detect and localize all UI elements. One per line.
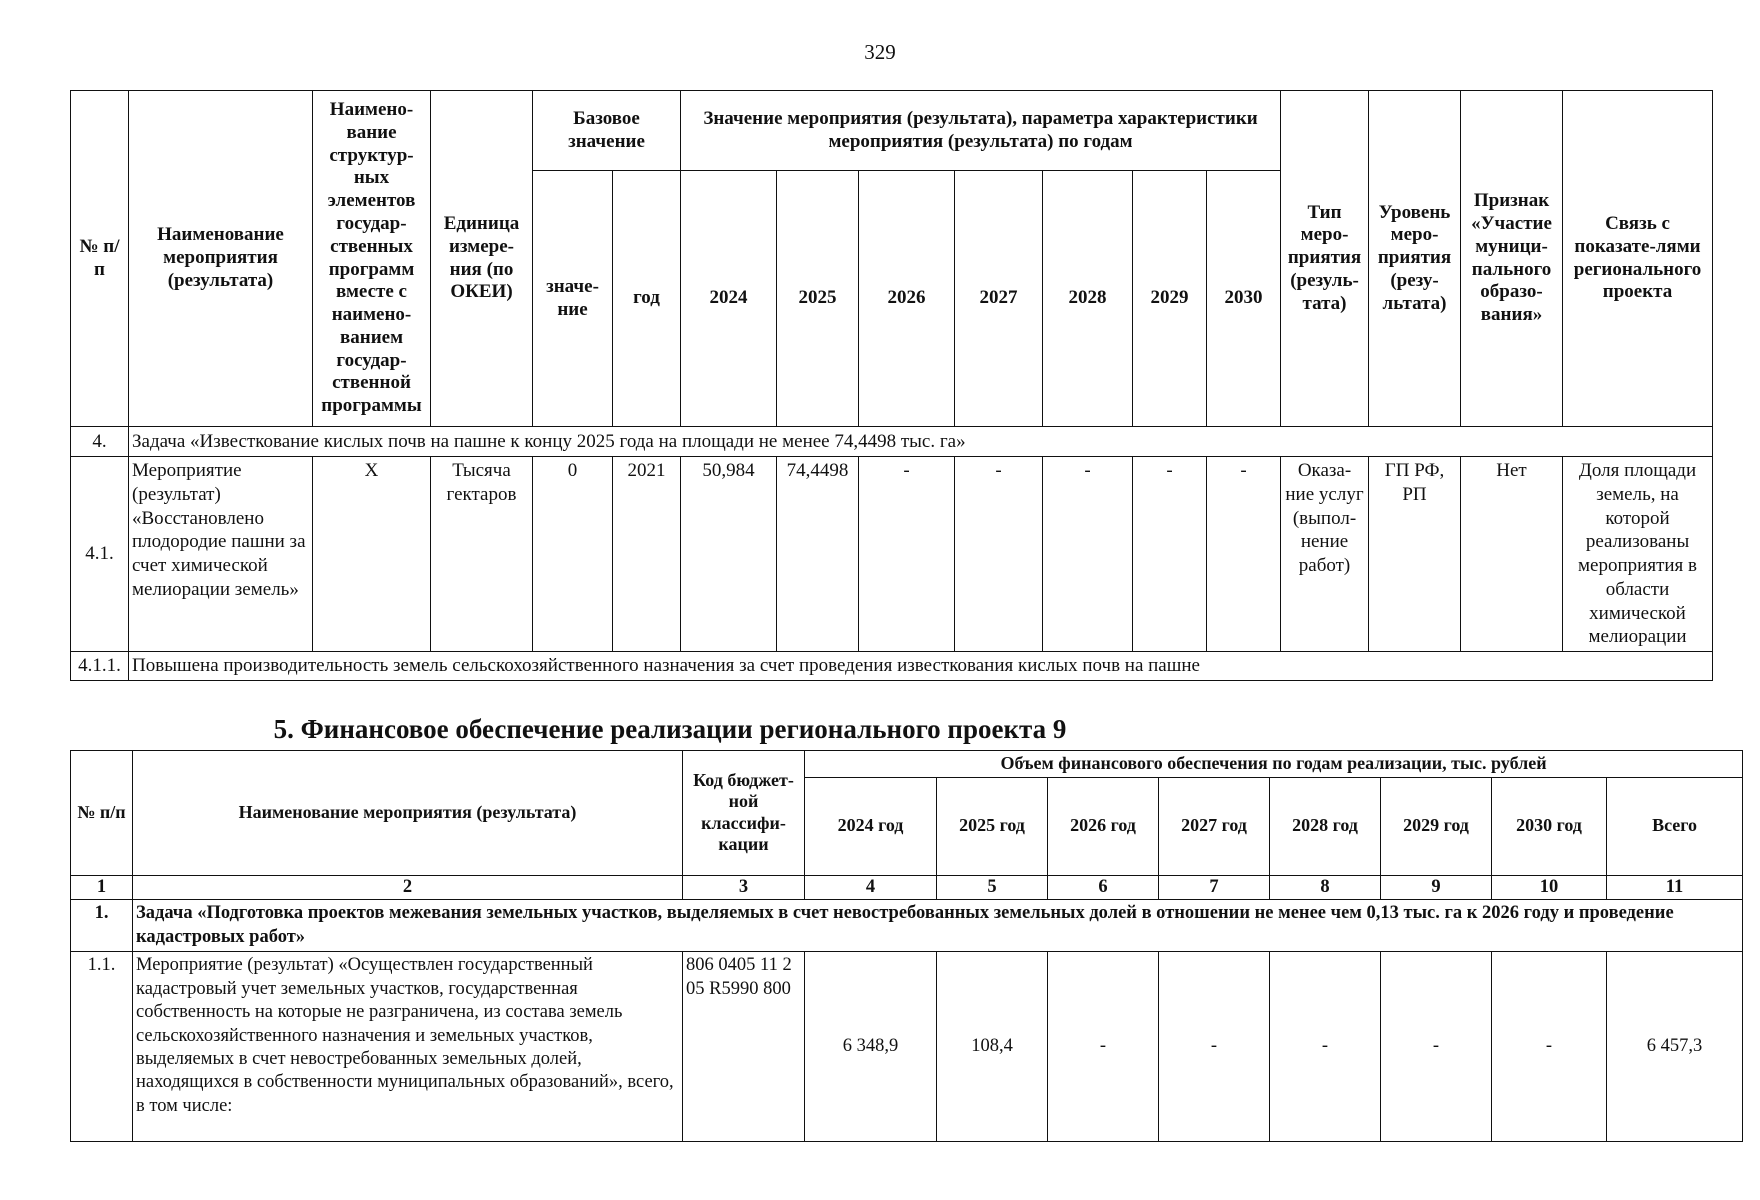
fin-col-header-2025: 2025 год: [937, 777, 1048, 875]
subrow: [71, 652, 1713, 681]
col-number: 4: [805, 875, 937, 899]
row-number: 4.1.: [71, 457, 129, 652]
amount-2024: 6 348,9: [805, 952, 937, 1142]
table-row: [71, 457, 1713, 652]
col-header-year-2026: 2026: [859, 171, 955, 427]
col-header-base-value: значе-ние: [533, 171, 613, 427]
structural-element: X: [313, 457, 431, 652]
task-text: Задача «Известкование кислых почв на пашне к концу 2025 года на площади не менее 74,4498 тыс. га»: [129, 427, 1713, 457]
column-number-row: [71, 875, 1743, 899]
col-header-name: Наименование мероприятия (результата): [129, 91, 313, 427]
fin-col-header-2029: 2029 год: [1381, 777, 1492, 875]
fin-col-header-2030: 2030 год: [1492, 777, 1607, 875]
indicator-link: Доля площади земель, на которой реализованы мероприятия в области химической мелиорации: [1563, 457, 1713, 652]
value-2030: -: [1207, 457, 1281, 652]
municipal-flag: Нет: [1461, 457, 1563, 652]
budget-code: 806 0405 11 2 05 R5990 800: [683, 952, 805, 1142]
amount-total: 6 457,3: [1607, 952, 1743, 1142]
col-header-values-by-year: Значение мероприятия (результата), параметра характеристики мероприятия (результата) по годам: [681, 91, 1281, 171]
col-number: 6: [1048, 875, 1159, 899]
amount-2030: -: [1492, 952, 1607, 1142]
col-header-year-2025: 2025: [777, 171, 859, 427]
fin-col-header-name: Наименование мероприятия (результата): [133, 751, 683, 876]
fin-col-header-2026: 2026 год: [1048, 777, 1159, 875]
col-header-year-2030: 2030: [1207, 171, 1281, 427]
col-number: 11: [1607, 875, 1743, 899]
fin-col-header-2028: 2028 год: [1270, 777, 1381, 875]
col-number: 8: [1270, 875, 1381, 899]
col-number: 3: [683, 875, 805, 899]
col-header-unit: Единица измере-ния (по ОКЕИ): [431, 91, 533, 427]
col-number: 7: [1159, 875, 1270, 899]
measures-table: [70, 90, 1713, 681]
fin-col-header-num: № п/п: [71, 751, 133, 876]
col-number: 2: [133, 875, 683, 899]
col-header-num: № п/п: [71, 91, 129, 427]
section-title: 5. Финансовое обеспечение реализации регионального проекта 9: [273, 714, 1067, 744]
fin-task-text: Задача «Подготовка проектов межевания земельных участков, выделяемых в счет невостребованных земельных долей в отношении не менее чем 0,13 тыс. га к 2026 году и проведение кадастровых работ»: [133, 900, 1743, 952]
amount-2025: 108,4: [937, 952, 1048, 1142]
measure-name: Мероприятие (результат) «Восстановлено плодородие пашни за счет химической мелиорации земель»: [129, 457, 313, 652]
fin-col-header-code: Код бюджет-ной классифи-кации: [683, 751, 805, 876]
subrow-text: Повышена производительность земель сельскохозяйственного назначения за счет проведения известкования кислых почв на пашне: [129, 652, 1713, 681]
base-value: 0: [533, 457, 613, 652]
task-number: 4.: [71, 427, 129, 457]
col-header-structural: Наимено-вание структур-ных элементов государ-ственных программ вместе с наимено-ванием государ-ственной программы: [313, 91, 431, 427]
col-header-municipal: Признак «Участие муници-пального образо-вания»: [1461, 91, 1563, 427]
col-number: 10: [1492, 875, 1607, 899]
subrow-number: 4.1.1.: [71, 652, 129, 681]
measure-level: ГП РФ, РП: [1369, 457, 1461, 652]
fin-task-number: 1.: [71, 900, 133, 952]
fin-row-number: 1.1.: [71, 952, 133, 1142]
col-header-year-2029: 2029: [1133, 171, 1207, 427]
value-2028: -: [1043, 457, 1133, 652]
col-number: 1: [71, 875, 133, 899]
value-2024: 50,984: [681, 457, 777, 652]
fin-task-row: [71, 900, 1743, 952]
table-row: [71, 952, 1743, 1142]
col-header-year-2027: 2027: [955, 171, 1043, 427]
value-2025: 74,4498: [777, 457, 859, 652]
col-number: 9: [1381, 875, 1492, 899]
measure-type: Оказа-ние услуг (выпол-нение работ): [1281, 457, 1369, 652]
value-2026: -: [859, 457, 955, 652]
col-header-base: Базовое значение: [533, 91, 681, 171]
amount-2026: -: [1048, 952, 1159, 1142]
fin-measure-name: Мероприятие (результат) «Осуществлен государственный кадастровый учет земельных участков, государственная собственность на которые не разграничена, из состава земель сельскохозяйственного назначения и земельных участков, выделяемых в счет невостребованных земельных долей, находящихся в собственности муниципальных образований», всего, в том числе:: [133, 952, 683, 1142]
value-2027: -: [955, 457, 1043, 652]
unit: Тысяча гектаров: [431, 457, 533, 652]
col-header-year-2028: 2028: [1043, 171, 1133, 427]
fin-col-header-volume: Объем финансового обеспечения по годам реализации, тыс. рублей: [805, 751, 1743, 778]
finance-table: [70, 750, 1743, 1142]
col-header-link: Связь с показате-лями регионального проекта: [1563, 91, 1713, 427]
base-year: 2021: [613, 457, 681, 652]
amount-2028: -: [1270, 952, 1381, 1142]
value-2029: -: [1133, 457, 1207, 652]
amount-2027: -: [1159, 952, 1270, 1142]
fin-col-header-2024: 2024 год: [805, 777, 937, 875]
col-header-level: Уровень меро-приятия (резу-льтата): [1369, 91, 1461, 427]
amount-2029: -: [1381, 952, 1492, 1142]
fin-col-header-2027: 2027 год: [1159, 777, 1270, 875]
page-number: 329: [864, 40, 896, 64]
col-header-type: Тип меро-приятия (резуль-тата): [1281, 91, 1369, 427]
col-number: 5: [937, 875, 1048, 899]
fin-col-header-total: Всего: [1607, 777, 1743, 875]
col-header-year-2024: 2024: [681, 171, 777, 427]
col-header-base-year: год: [613, 171, 681, 427]
task-row: [71, 427, 1713, 457]
